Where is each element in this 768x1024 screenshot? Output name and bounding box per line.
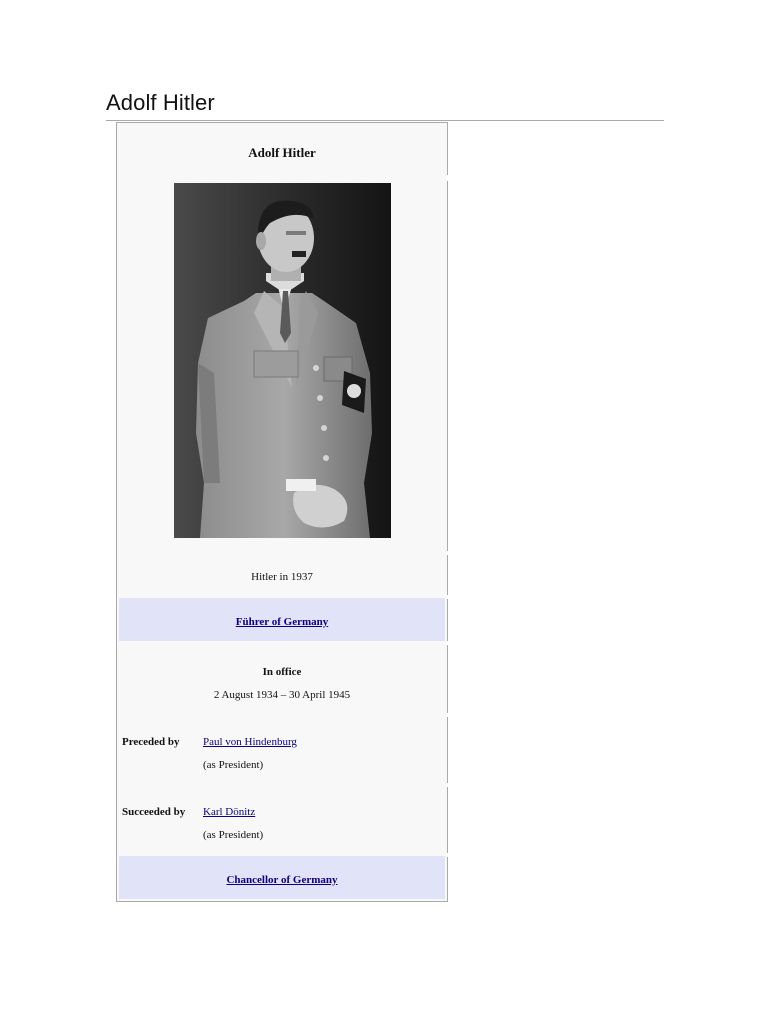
row-separator bbox=[446, 595, 448, 599]
infobox bbox=[116, 122, 448, 902]
in-office-label: In office bbox=[262, 666, 302, 678]
office-title-link[interactable]: Führer of Germany bbox=[235, 615, 329, 628]
row-separator bbox=[446, 783, 448, 787]
office-header-band bbox=[119, 856, 445, 899]
title-divider bbox=[106, 120, 664, 121]
row-separator bbox=[446, 713, 448, 717]
row-separator bbox=[446, 641, 448, 645]
page-title: Adolf Hitler bbox=[106, 90, 215, 115]
image-caption: Hitler in 1937 bbox=[251, 571, 313, 583]
office-title-link[interactable]: Chancellor of Germany bbox=[226, 873, 338, 886]
row-separator bbox=[446, 853, 448, 857]
succeeded-by-label: Succeeded by bbox=[122, 806, 186, 818]
predecessor-link[interactable]: Paul von Hindenburg bbox=[203, 736, 297, 748]
row-separator bbox=[446, 551, 448, 555]
row-separator bbox=[446, 175, 448, 181]
office-header-band bbox=[119, 598, 445, 641]
successor-link[interactable]: Karl Dönitz bbox=[203, 806, 256, 818]
infobox-title: Adolf Hitler bbox=[248, 145, 316, 160]
portrait-image[interactable] bbox=[174, 183, 391, 538]
term-dates: 2 August 1934 – 30 April 1945 bbox=[213, 689, 351, 701]
preceded-by-label: Preceded by bbox=[122, 736, 180, 748]
successor-note: (as President) bbox=[203, 829, 264, 841]
predecessor-note: (as President) bbox=[203, 759, 264, 771]
